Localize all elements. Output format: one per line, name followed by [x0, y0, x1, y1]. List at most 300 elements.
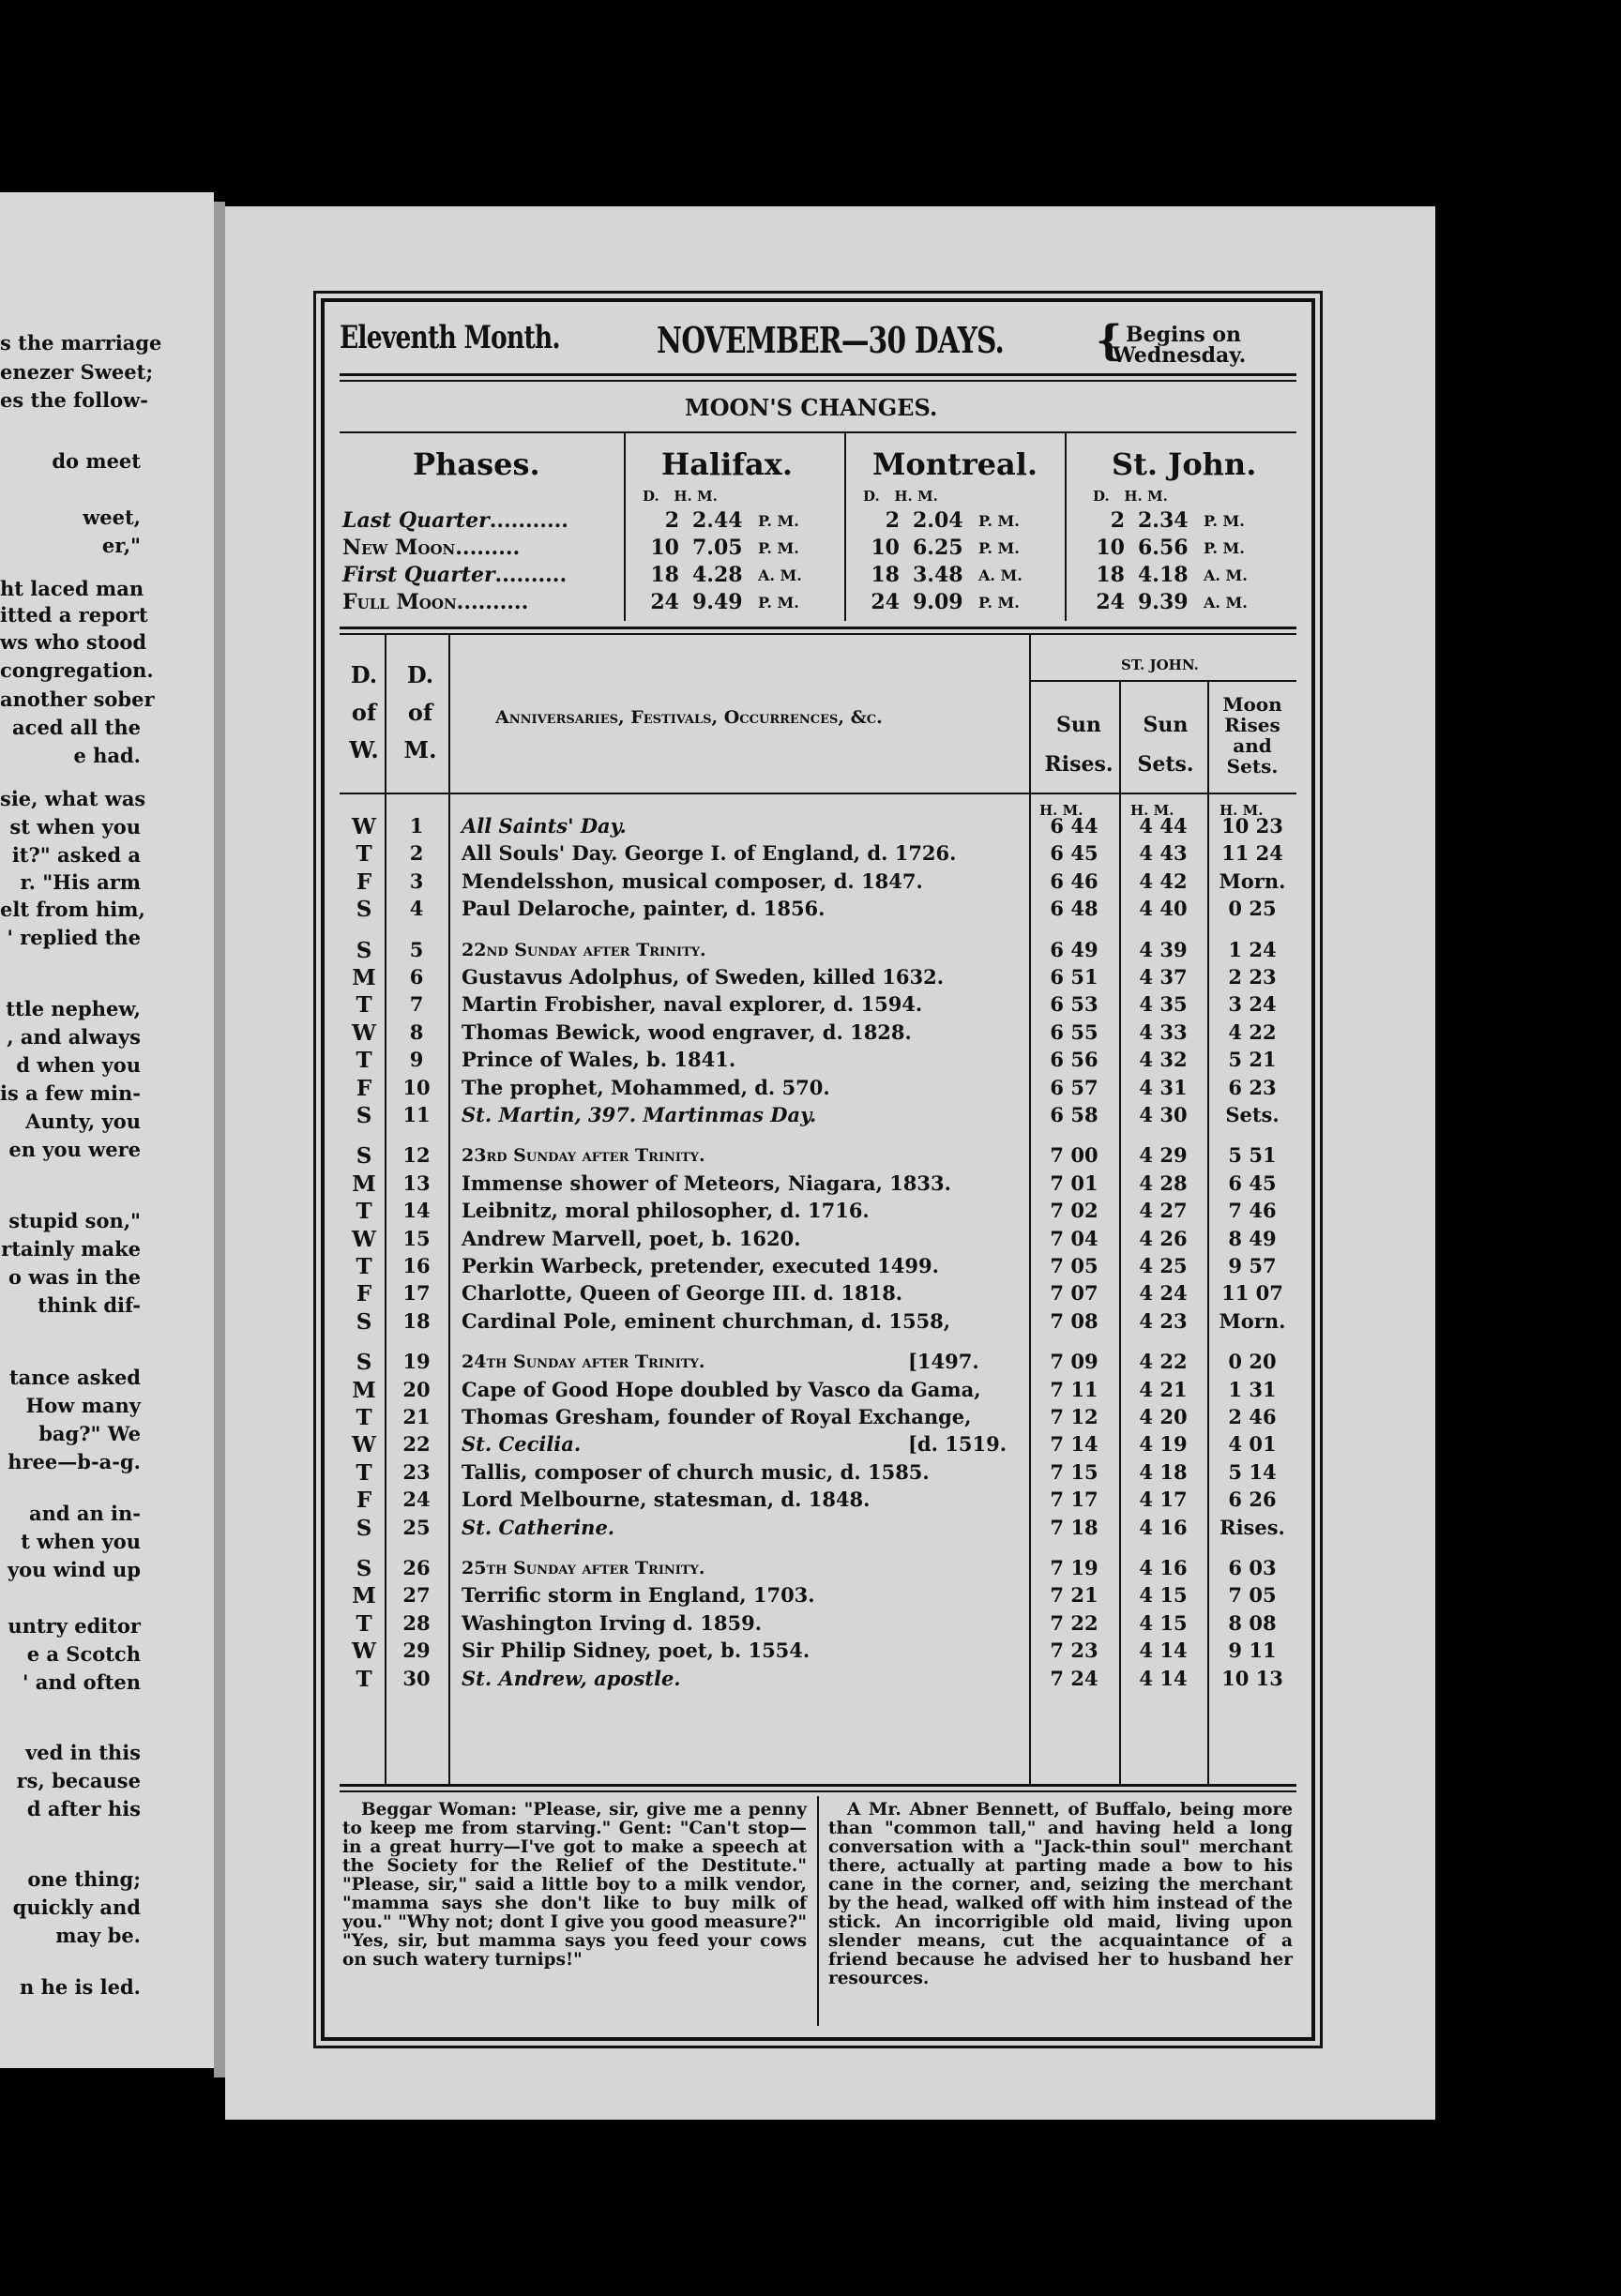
sunset-time: 4 22 [1139, 1350, 1188, 1374]
left-page-line: itted a report [0, 603, 148, 627]
sunset-time: 4 24 [1139, 1281, 1188, 1306]
phase-time: 2.34 [1138, 508, 1189, 533]
moon-time: 7 46 [1228, 1199, 1277, 1223]
day-of-week: F [356, 1075, 372, 1101]
sunset-time: 4 31 [1139, 1075, 1188, 1099]
event-text: Mendelsshon, musical composer, d. 1847. [462, 869, 923, 893]
sunset-time: 4 39 [1139, 937, 1188, 961]
begins-line-1: Begins on [1126, 323, 1242, 347]
event-text: All Souls' Day. George I. of England, d. 1726. [462, 841, 957, 866]
sunset-time: 4 26 [1139, 1226, 1188, 1250]
left-page-line: rs, because [16, 1769, 141, 1792]
left-page-line: aced all the [12, 716, 141, 739]
phase-time: 9.09 [913, 590, 963, 614]
day-of-month: 11 [402, 1103, 431, 1126]
day-of-month: 13 [402, 1171, 431, 1195]
sunset-time: 4 28 [1139, 1171, 1188, 1195]
sunset-time: 4 37 [1139, 965, 1188, 989]
sunset-header: Sun Sets. [1137, 713, 1194, 777]
event-text: Terrific storm in England, 1703. [462, 1583, 815, 1608]
sunrise-time: 7 23 [1050, 1639, 1098, 1663]
left-page-line: rtainly make [1, 1237, 141, 1261]
sunset-time: 4 29 [1139, 1143, 1188, 1168]
moon-time: 9 57 [1228, 1254, 1277, 1277]
event-text: Thomas Gresham, founder of Royal Exchange, [462, 1405, 972, 1428]
day-of-month: 14 [402, 1199, 431, 1223]
moon-time: 2 23 [1228, 965, 1277, 989]
moon-time: 8 08 [1228, 1610, 1277, 1635]
day-of-month: 23 [402, 1459, 431, 1484]
day-of-month: 3 [409, 869, 424, 893]
left-page-line: bag?" We [38, 1422, 141, 1445]
sunrise-time: 7 22 [1050, 1610, 1098, 1635]
day-of-week: F [356, 1488, 372, 1514]
event-text: Leibnitz, moral philosopher, d. 1716. [462, 1199, 870, 1223]
moon-time: Morn. [1219, 869, 1286, 893]
day-of-week: M [352, 1171, 376, 1197]
left-page-line: r. "His arm [20, 870, 141, 894]
moon-time: 10 13 [1221, 1666, 1283, 1690]
moon-time: 4 01 [1228, 1432, 1277, 1457]
day-of-week: W [352, 1432, 376, 1458]
phase-ampm: P. M. [978, 594, 1020, 612]
moon-time: 5 21 [1228, 1048, 1277, 1072]
sunset-time: 4 20 [1139, 1405, 1188, 1428]
left-page-line: may be. [55, 1924, 141, 1947]
divider [817, 1796, 819, 2026]
left-page-line: tance asked [8, 1366, 141, 1389]
hm-label: H. M. [1220, 802, 1264, 819]
sunrise-time: 7 14 [1050, 1432, 1098, 1457]
rule [340, 431, 1296, 433]
day-of-week: M [352, 1377, 376, 1403]
day-of-month: 7 [409, 992, 424, 1017]
dhm-label: D. H. M. [643, 488, 718, 505]
dhm-label: D. H. M. [1093, 488, 1168, 505]
sunset-time: 4 14 [1139, 1639, 1188, 1663]
day-of-month: 20 [402, 1377, 431, 1401]
dhm-label: D. H. M. [863, 488, 938, 505]
day-of-month: 16 [402, 1254, 431, 1277]
phase-time: 6.25 [913, 536, 963, 560]
event-text: St. Andrew, apostle. [462, 1666, 681, 1690]
left-page-line: enezer Sweet; [0, 360, 154, 384]
left-page-line: es the follow- [0, 388, 148, 412]
moon-time: 6 26 [1228, 1488, 1277, 1512]
left-page-line: ' and often [23, 1670, 141, 1694]
moon-time: 1 24 [1228, 937, 1277, 961]
moon-time: 2 46 [1228, 1405, 1277, 1428]
moon-time: 6 23 [1228, 1075, 1277, 1099]
hm-label: H. M. [1039, 802, 1083, 819]
left-page-line: , and always [7, 1025, 141, 1049]
day-of-week: T [356, 1459, 372, 1486]
sunrise-time: 7 09 [1050, 1350, 1098, 1374]
event-text: Tallis, composer of church music, d. 1585. [462, 1459, 930, 1484]
moon-time: Sets. [1225, 1103, 1280, 1126]
phase-day: 2 [664, 508, 679, 533]
month-label: Eleventh Month. [340, 319, 560, 356]
rule [1029, 680, 1296, 682]
moon-time: 8 49 [1228, 1226, 1277, 1250]
sunrise-time: 7 07 [1050, 1281, 1098, 1306]
day-of-month: 24 [402, 1488, 431, 1512]
event-text: All Saints' Day. [462, 814, 627, 838]
rule [340, 373, 1296, 376]
sunrise-time: 7 17 [1050, 1488, 1098, 1512]
day-of-week: T [356, 1405, 372, 1430]
sunrise-time: 7 11 [1050, 1377, 1098, 1401]
event-text: Paul Delaroche, painter, d. 1856. [462, 897, 826, 921]
month-title: NOVEMBER—30 DAYS. [657, 319, 1005, 361]
moon-time: 3 24 [1228, 992, 1277, 1017]
left-page-line: e had. [73, 744, 141, 767]
sunset-time: 4 16 [1139, 1515, 1188, 1539]
day-of-month: 21 [402, 1405, 431, 1428]
event-text: Andrew Marvell, poet, b. 1620. [462, 1226, 801, 1250]
day-of-month: 1 [409, 814, 424, 838]
moon-time: Morn. [1219, 1308, 1286, 1333]
day-of-week: S [356, 1103, 372, 1128]
divider [1065, 433, 1067, 621]
phase-time: 6.56 [1138, 536, 1189, 560]
phase-ampm: P. M. [1204, 539, 1245, 557]
sunset-time: 4 35 [1139, 992, 1188, 1017]
phase-ampm: P. M. [1204, 512, 1245, 530]
moon-changes-heading: MOON'S CHANGES. [685, 394, 938, 421]
event-text: 25th Sunday after Trinity. [462, 1558, 705, 1578]
phase-day: 2 [885, 508, 900, 533]
sunrise-time: 7 21 [1050, 1583, 1098, 1608]
event-text: Cape of Good Hope doubled by Vasco da Gama, [462, 1377, 981, 1401]
sunset-time: 4 25 [1139, 1254, 1188, 1277]
left-page-line: t when you [21, 1530, 141, 1553]
phase-name: Full Moon.......... [342, 590, 529, 614]
day-of-month: 6 [409, 965, 424, 989]
left-page-line: untry editor [8, 1614, 141, 1638]
left-page-line: do meet [52, 449, 141, 473]
page-gutter [214, 202, 225, 2077]
sunset-time: 4 33 [1139, 1020, 1188, 1044]
day-of-month: 25 [402, 1515, 431, 1539]
sunrise-time: 6 49 [1050, 937, 1098, 961]
event-text: 23rd Sunday after Trinity. [462, 1145, 705, 1167]
left-page-line: weet, [83, 506, 141, 529]
day-of-month: 29 [402, 1639, 431, 1663]
event-text: Cardinal Pole, eminent churchman, d. 1558, [462, 1308, 951, 1333]
sunrise-time: 7 19 [1050, 1556, 1098, 1579]
sunset-time: 4 15 [1139, 1583, 1188, 1608]
phase-time: 4.28 [692, 563, 743, 587]
anecdote-left: Beggar Woman: "Please, sir, give me a penny to keep me from starving." Gent: "Can't stop—in a great hurry—I've got to make a speech at the Society for the Relief of the Destitute." "Please, sir," said a little boy to a milk vendor, "mamma says she don't like to buy milk of you." "Why not; dont I give you good measure?" "Yes, sir, but mamma says you feed your cows on such watery turnips!" [342, 1800, 807, 1970]
left-page-line: er," [101, 534, 141, 557]
day-of-month: 9 [409, 1048, 424, 1072]
rule [340, 1784, 1296, 1787]
left-page-line: and an in- [28, 1502, 141, 1525]
event-text: Perkin Warbeck, pretender, executed 1499. [462, 1254, 939, 1277]
sunrise-time: 6 44 [1050, 814, 1098, 838]
event-text: Prince of Wales, b. 1841. [462, 1048, 736, 1072]
sunrise-time: 7 01 [1050, 1171, 1098, 1195]
phase-ampm: A. M. [978, 566, 1023, 584]
rule [340, 793, 1296, 794]
sunset-time: 4 44 [1139, 814, 1188, 838]
phase-time: 2.04 [913, 508, 963, 533]
left-page-line: you wind up [7, 1558, 141, 1581]
sunset-time: 4 18 [1139, 1459, 1188, 1484]
day-of-month: 18 [402, 1308, 431, 1333]
day-of-month: 22 [402, 1432, 431, 1457]
day-of-week: T [356, 841, 372, 868]
left-page-line: st when you [9, 815, 141, 838]
col-divider [1119, 680, 1121, 1784]
moon-time: 5 51 [1228, 1143, 1277, 1168]
event-continuation: [d. 1519. [908, 1432, 1007, 1457]
left-page-line: ' replied the [7, 926, 141, 949]
col-divider [448, 635, 450, 1784]
event-text: Immense shower of Meteors, Niagara, 1833. [462, 1171, 951, 1195]
day-of-week: W [352, 1226, 376, 1252]
day-of-week: M [352, 1583, 376, 1609]
day-of-month: 4 [409, 897, 424, 921]
day-of-week: T [356, 992, 372, 1019]
col-divider [1207, 680, 1209, 1784]
phase-ampm: P. M. [758, 594, 799, 612]
left-page-line: ws who stood [0, 630, 147, 654]
sunset-time: 4 19 [1139, 1432, 1188, 1457]
phase-day: 10 [1096, 536, 1125, 560]
day-of-week: T [356, 1610, 372, 1637]
moon-time: 0 20 [1228, 1350, 1277, 1374]
left-page-line: ht laced man [0, 577, 144, 600]
day-of-week: S [356, 897, 372, 923]
day-of-week: S [356, 1515, 372, 1541]
phase-day: 18 [871, 563, 900, 587]
rule [340, 633, 1296, 635]
anecdote-right: A Mr. Abner Bennett, of Buffalo, being more than "common tall," and having held a long conversation with a "Jack-thin soul" merchant there, actually at parting made a bow to his cane in the corner, and, seizing the merchant by the head, walked off with him instead of the stick. An incorrigible old maid, living upon slender means, cut the acquaintance of a friend because he advised her to husband her resources. [828, 1800, 1293, 1988]
day-of-month: 28 [402, 1610, 431, 1635]
phase-ampm: A. M. [1204, 594, 1248, 612]
day-of-month: 26 [402, 1556, 431, 1579]
sunrise-time: 7 24 [1050, 1666, 1098, 1690]
sunrise-time: 7 05 [1050, 1254, 1098, 1277]
day-of-week: S [356, 1350, 372, 1376]
day-of-month: 8 [409, 1020, 424, 1044]
phase-time: 4.18 [1138, 563, 1189, 587]
sunset-time: 4 23 [1139, 1308, 1188, 1333]
phase-day: 18 [1096, 563, 1125, 587]
left-page-line: quickly and [12, 1896, 141, 1919]
left-page-line: Aunty, you [25, 1110, 141, 1133]
left-page-line: stupid son," [8, 1209, 141, 1232]
sunrise-time: 7 00 [1050, 1143, 1098, 1168]
event-continuation: [1497. [908, 1350, 979, 1374]
sunset-time: 4 16 [1139, 1556, 1188, 1579]
sunrise-time: 7 08 [1050, 1308, 1098, 1333]
sunrise-time: 7 12 [1050, 1405, 1098, 1428]
phase-time: 9.39 [1138, 590, 1189, 614]
moon-time: 9 11 [1228, 1639, 1277, 1663]
sunrise-time: 6 57 [1050, 1075, 1098, 1099]
day-of-week: W [352, 1020, 376, 1046]
moon-time: 5 14 [1228, 1459, 1277, 1484]
city-header-stjohn: St. John. [1112, 446, 1257, 482]
sunrise-time: 7 04 [1050, 1226, 1098, 1250]
phase-name: New Moon......... [342, 536, 521, 560]
day-of-week: W [352, 814, 376, 839]
sunrise-time: 6 58 [1050, 1103, 1098, 1126]
sunrise-time: 6 55 [1050, 1020, 1098, 1044]
sunset-time: 4 27 [1139, 1199, 1188, 1223]
left-page-line: ved in this [25, 1741, 141, 1764]
left-page-line: e a Scotch [26, 1642, 141, 1666]
left-page-line: one thing; [27, 1867, 141, 1891]
event-text: St. Catherine. [462, 1515, 615, 1539]
day-of-week: F [356, 1281, 372, 1307]
event-text: Sir Philip Sidney, poet, b. 1554. [462, 1639, 810, 1663]
event-text: Gustavus Adolphus, of Sweden, killed 1632. [462, 965, 945, 989]
day-of-month: 2 [409, 841, 424, 866]
event-text: Lord Melbourne, statesman, d. 1848. [462, 1488, 871, 1512]
phase-day: 24 [650, 590, 679, 614]
moon-time: 1 31 [1228, 1377, 1277, 1401]
moon-time: 11 24 [1221, 841, 1283, 866]
moon-time: 6 03 [1228, 1556, 1277, 1579]
left-page-line: it?" asked a [11, 843, 141, 867]
moon-time: 0 25 [1228, 897, 1277, 921]
phase-day: 18 [650, 563, 679, 587]
left-page-line: another sober [0, 687, 155, 711]
rule [340, 1790, 1296, 1792]
begins-line-2: Wednesday. [1113, 343, 1247, 368]
left-page-line: sie, what was [0, 787, 146, 810]
left-page-line: en you were [8, 1138, 141, 1161]
day-of-week: M [352, 965, 376, 990]
day-of-month: 30 [402, 1666, 431, 1690]
sunrise-time: 6 53 [1050, 992, 1098, 1017]
day-of-month: 19 [402, 1350, 431, 1374]
sunrise-time: 6 46 [1050, 869, 1098, 893]
left-page-line: ttle nephew, [6, 997, 141, 1020]
phase-day: 2 [1110, 508, 1125, 533]
divider [844, 433, 846, 621]
day-of-month: 27 [402, 1583, 431, 1608]
phase-day: 24 [871, 590, 900, 614]
left-page-line: o was in the [8, 1265, 141, 1289]
phase-time: 3.48 [913, 563, 963, 587]
day-of-week: S [356, 1143, 372, 1170]
day-of-week: T [356, 1254, 372, 1279]
left-page-line: How many [25, 1394, 141, 1417]
sunrise-header: Sun Rises. [1044, 713, 1113, 777]
col-divider [385, 635, 386, 1784]
phase-name: Last Quarter........... [342, 508, 568, 533]
phase-time: 7.05 [692, 536, 743, 560]
phase-ampm: P. M. [758, 512, 799, 530]
sunset-time: 4 30 [1139, 1103, 1188, 1126]
left-page-line: d after his [26, 1797, 141, 1820]
sunrise-time: 6 56 [1050, 1048, 1098, 1072]
sunrise-time: 6 48 [1050, 897, 1098, 921]
day-of-month: 12 [402, 1143, 431, 1168]
left-page-line: s the marriage [0, 331, 162, 355]
rule [340, 627, 1296, 629]
moon-time: Rises. [1220, 1515, 1285, 1539]
event-text: The prophet, Mohammed, d. 570. [462, 1075, 830, 1099]
left-page-line: hree—b-a-g. [8, 1450, 141, 1473]
sunset-time: 4 40 [1139, 897, 1188, 921]
event-text: Charlotte, Queen of George III. d. 1818. [462, 1281, 903, 1306]
left-page-line: congregation. [0, 658, 154, 682]
event-text: Washington Irving d. 1859. [462, 1610, 763, 1635]
phase-name: First Quarter.......... [342, 563, 568, 587]
left-page-line: d when you [16, 1053, 141, 1077]
sunrise-time: 7 02 [1050, 1199, 1098, 1223]
phase-day: 10 [871, 536, 900, 560]
phase-day: 10 [650, 536, 679, 560]
event-text: Martin Frobisher, naval explorer, d. 1594. [462, 992, 923, 1017]
day-of-week: S [356, 937, 372, 963]
day-of-week: S [356, 1308, 372, 1335]
event-text: 22nd Sunday after Trinity. [462, 939, 706, 960]
sunrise-time: 6 45 [1050, 841, 1098, 866]
phase-ampm: P. M. [978, 539, 1020, 557]
event-text: St. Martin, 397. Martinmas Day. [462, 1103, 817, 1126]
sunset-time: 4 42 [1139, 869, 1188, 893]
event-text: 24th Sunday after Trinity. [462, 1352, 705, 1373]
divider [624, 433, 626, 621]
day-of-week: W [352, 1639, 376, 1665]
phase-ampm: A. M. [1204, 566, 1248, 584]
phases-header: Phases. [413, 446, 540, 482]
city-header-halifax: Halifax. [661, 446, 793, 482]
left-page-line: n he is led. [20, 1975, 141, 1999]
sunrise-time: 6 51 [1050, 965, 1098, 989]
moon-time: 7 05 [1228, 1583, 1277, 1608]
moon-header: Moon Rises and Sets. [1222, 693, 1282, 778]
sunrise-time: 7 18 [1050, 1515, 1098, 1539]
moon-time: 10 23 [1221, 814, 1283, 838]
brace-icon: { [1096, 317, 1123, 365]
phase-ampm: A. M. [758, 566, 802, 584]
stjohn-subheader: ST. JOHN. [1121, 657, 1199, 673]
sunset-time: 4 43 [1139, 841, 1188, 866]
left-page-line: is a few min- [0, 1081, 141, 1105]
city-header-montreal: Montreal. [872, 446, 1038, 482]
moon-time: 6 45 [1228, 1171, 1277, 1195]
day-of-month: 5 [409, 937, 424, 961]
anniversaries-header: Anniversaries, Festivals, Occurrences, &c. [495, 707, 883, 728]
day-of-week: T [356, 1666, 372, 1692]
sunset-time: 4 21 [1139, 1377, 1188, 1401]
day-of-month: 15 [402, 1226, 431, 1250]
day-of-week: S [356, 1556, 372, 1581]
phase-time: 2.44 [692, 508, 743, 533]
dom-header: D. of M. [403, 661, 437, 763]
col-divider [1029, 635, 1031, 1784]
dow-header: D. of W. [349, 661, 379, 763]
sunset-time: 4 15 [1139, 1610, 1188, 1635]
phase-ampm: P. M. [978, 512, 1020, 530]
moon-time: 4 22 [1228, 1020, 1277, 1044]
sunset-time: 4 14 [1139, 1666, 1188, 1690]
phase-ampm: P. M. [758, 539, 799, 557]
day-of-month: 10 [402, 1075, 431, 1099]
day-of-week: F [356, 869, 372, 895]
event-text: Thomas Bewick, wood engraver, d. 1828. [462, 1020, 912, 1044]
event-text: St. Cecilia. [462, 1432, 582, 1457]
moon-time: 11 07 [1221, 1281, 1283, 1306]
